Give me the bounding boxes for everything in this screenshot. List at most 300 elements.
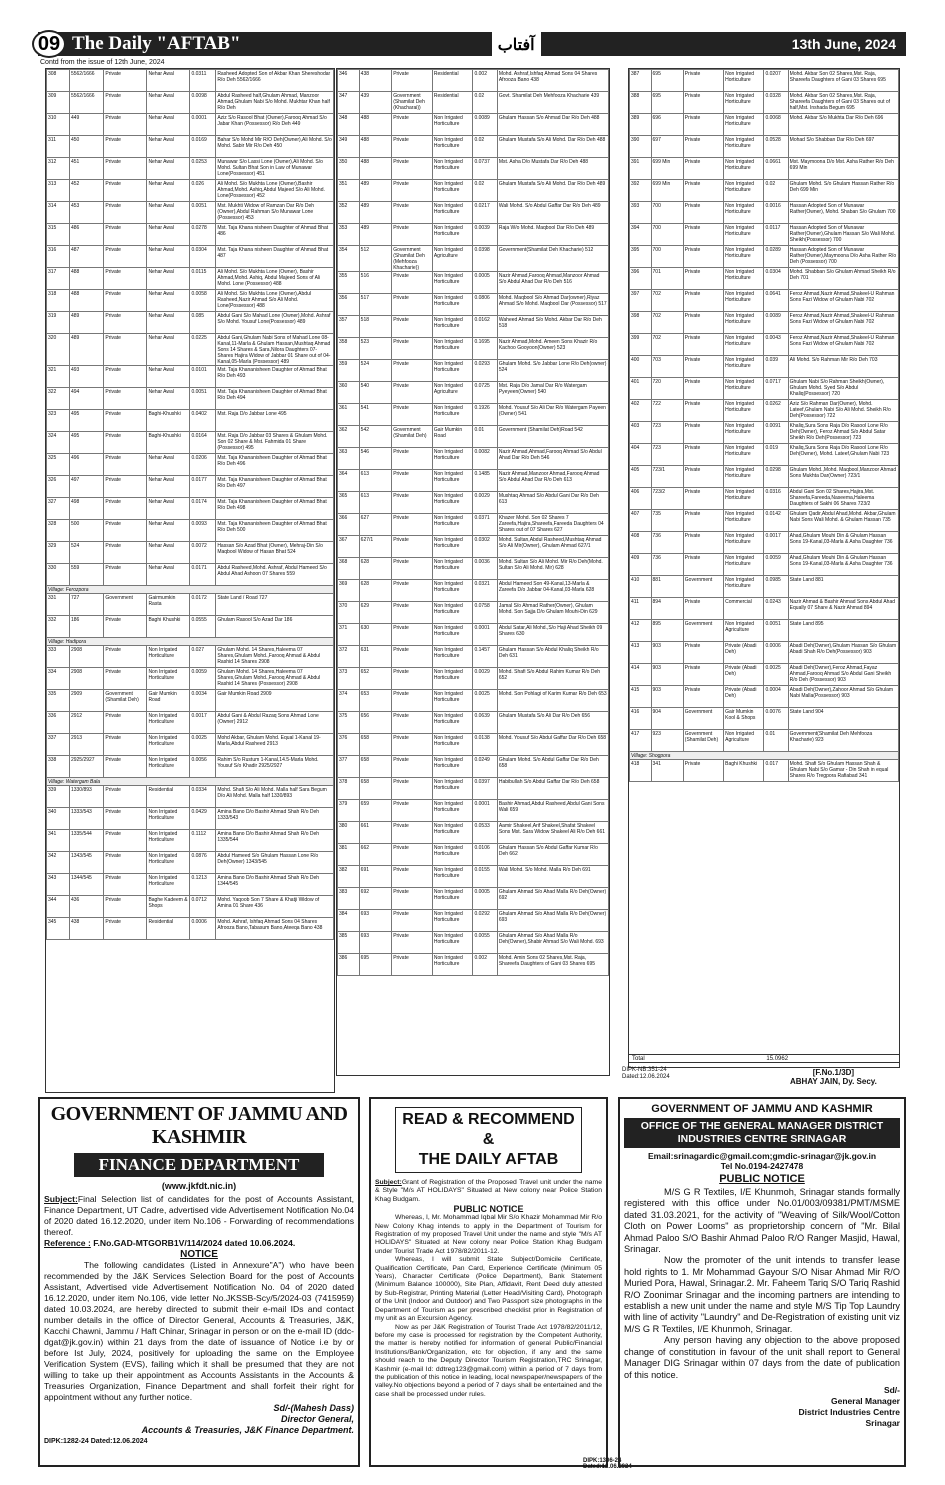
area: 0.1695 [473, 338, 497, 360]
khasra-no: 487 [69, 246, 103, 268]
notice-body: The following candidates (Listed in Annexure"A") who have been recommended by the J&K Services Selection Board for the post of Accounts Assistant, Advertised vide Advertisement Notification No. 04 of 2020 dated 16.12.2020, under item No.106, vide letter No.JKSSB-Scy/5/2024-03 (7415959) dated 10.03.2024, are hereby directed to submit their e-mail IDs and contact number details in the office of Director General, Accounts & Treasuries, J&K, Kacchi Chawni, Jammu / Haft Chinar, Srinagar in person or on the e-mail ID (ddc-dgat@jk.gov.in) within 21 days from the date of issuance of Notice i.e by or before Ist July, 2024, positively for uploading the same on the Employee Verification System (EVS), failing which it shall be presumed that they are not willing to take up their appointment as Accounts Assistants in the Accounts & Treasuries Organization, Finance Department and shall forfeit their right for appointment without any further notice. [44, 1260, 354, 1402]
khasra-no: 613 [359, 470, 392, 492]
table-row [47, 70, 334, 92]
ownership: Private [392, 734, 433, 756]
serial-no: 320 [47, 334, 70, 366]
table-row [47, 756, 334, 778]
serial-no: 369 [338, 580, 360, 602]
ownership: Private [104, 268, 147, 290]
ownership: Private [104, 246, 147, 268]
khasra-no: 2908 [69, 668, 103, 690]
area: 0.0101 [190, 366, 216, 388]
owner-details: Ghulam Ahmad S/o Ahad Malla R/o Deh(Owner) 692 [497, 888, 608, 910]
owner-details: Waheed Ahmad S/o Mohd. Akbar Dar R/o Deh 518 [497, 316, 608, 338]
total-row [628, 1054, 900, 1063]
land-class: Non Irrigated Horticulture [432, 536, 473, 558]
khasra-no: 452 [69, 180, 103, 202]
table-row [47, 476, 334, 498]
ownership: Private [104, 542, 147, 564]
table-row [630, 708, 899, 730]
table-row [338, 800, 609, 822]
serial-no: 341 [47, 830, 70, 852]
ownership: Private [392, 272, 433, 294]
area: 0.0206 [190, 454, 216, 476]
land-class: Non Irrigated Horticulture [724, 268, 764, 290]
area: 0.0293 [473, 360, 497, 382]
khasra-no: 2925/2927 [69, 756, 103, 778]
area: 0.0029 [473, 492, 497, 514]
serial-no: 396 [630, 268, 652, 290]
table-row [47, 290, 334, 312]
khasra-no: 630 [359, 624, 392, 646]
table-row [630, 422, 899, 444]
ownership: Private [392, 602, 433, 624]
land-class: Non Irrigated Horticulture [432, 294, 473, 316]
table-row [338, 382, 609, 404]
area: 0.0006 [190, 918, 216, 940]
ownership: Government (Shamilat Deh) [683, 730, 723, 752]
reference-text: F.No.GAD-MTGORB1V/114/2024 dated 10.06.2024. [93, 1238, 296, 1248]
land-class: Non Irrigated Horticulture [724, 532, 764, 554]
table-row [338, 136, 609, 158]
table-row [338, 646, 609, 668]
khasra-no: 658 [359, 756, 392, 778]
area: 0.0328 [764, 92, 788, 114]
area: 0.0172 [190, 594, 216, 616]
khasra-no: 489 [69, 334, 103, 366]
owner-details: Mohd. Sultan,Abdul Rasheed,Mushtaq Ahmad S/o Ali Mir(Owner), Ghulam Ahmad 627/1 [497, 536, 608, 558]
table-row [47, 92, 334, 114]
area: 0.0806 [473, 294, 497, 316]
area: 0.085 [190, 312, 216, 334]
table-row [338, 888, 609, 910]
owner-details: Nazir Ahmad,Manzoor Ahmad,Farooq Ahmad S/o Abdul Ahad Dar R/o Deh 613 [497, 470, 608, 492]
area: 0.0059 [764, 554, 788, 576]
owner-details: Abdul Hameed S/o Ghulam Hassan Lone R/o Deh(Owner) 1343/545 [216, 852, 334, 874]
land-class: Non Irrigated Horticulture [432, 712, 473, 734]
table-row [630, 334, 899, 356]
land-class: Private (Abadi Deh) [724, 664, 764, 686]
ownership: Private [104, 668, 147, 690]
serial-no: 387 [630, 70, 652, 92]
area: 0.0005 [473, 888, 497, 910]
ownership: Private [683, 554, 723, 576]
banner-line-1: READ & RECOMMEND [402, 1111, 575, 1128]
owner-details: Ghulam Mustafa S/o Ali Mohd. Dar R/o Deh 489 [497, 180, 608, 202]
owner-details: Ghulam Mohd. S/o Ghulam Hassan Rather R/o Deh 699 Min [788, 180, 898, 202]
area: 0.0304 [764, 268, 788, 290]
khasra-no: 546 [359, 448, 392, 470]
ownership: Government (Shamilat Deh (Mehfooza Khacharie)) [392, 246, 433, 272]
land-class: Non Irrigated Horticulture [724, 312, 764, 334]
land-class: Non Irrigated Agriculture [432, 382, 473, 404]
paper-logo: آفتاب [492, 31, 541, 57]
owner-details: Aziz S/o Rasool Bhat (Owner),Farooq Ahmad S/o Jabar Khan (Possessor) R/o Deh 449 [216, 114, 334, 136]
subject-paragraph [375, 1179, 602, 1204]
serial-no: 339 [47, 786, 70, 808]
ownership: Private [683, 532, 723, 554]
serial-no: 400 [630, 356, 652, 378]
area: 0.0025 [190, 734, 216, 756]
ownership: Private [683, 642, 723, 664]
owner-details: Ali Mohd. S/o Mukhta Lone (Owner), Bashir Ahmad,Mohd. Ashiq, Abdul Majeed Sons of Ali Mohd. Lone (Possessor) 488 [216, 268, 334, 290]
land-class: Non Irrigated Horticulture [432, 910, 473, 932]
area: 0.0162 [473, 316, 497, 338]
owner-details: Mohd. Akbar Son 02 Shares,Mst. Raja, Shareefa Daughters of Gani 03 Shares out of half,Mst. Inshada Begum 695 [788, 92, 898, 114]
khasra-no: 541 [359, 404, 392, 426]
khasra-no: 542 [359, 426, 392, 448]
read-recommend-banner [395, 1107, 582, 1173]
owner-details: Wali Mohd. S/o Abdul Gaffar Dar R/o Deh 489 [497, 202, 608, 224]
owner-details: Abdul Gani S/o Mahad Lone (Owner),Mohd. Ashraf S/o Mohd. Yousuf Lone(Possessor) 489 [216, 312, 334, 334]
table-row [338, 224, 609, 246]
table-row [338, 316, 609, 338]
khasra-no: 488 [359, 136, 392, 158]
district-industries-notice [618, 1097, 906, 1467]
khasra-no: 628 [359, 580, 392, 602]
khasra-no: 524 [69, 542, 103, 564]
table-row [338, 822, 609, 844]
table-row [47, 668, 334, 690]
land-class: Nehar Awal [147, 498, 190, 520]
area: 0.02 [473, 180, 497, 202]
owner-details: Abadi Deh(Owner),Zahoor Ahmad S/o Ghulam Nabi Malla(Possessor) 903 [788, 686, 898, 708]
land-class: Non Irrigated Horticulture [432, 932, 473, 954]
table-row [338, 536, 609, 558]
land-class: Nehar Awal [147, 334, 190, 366]
serial-no: 412 [630, 620, 652, 642]
table-row [630, 378, 899, 400]
table-row [338, 954, 609, 976]
serial-no: 414 [630, 664, 652, 686]
ownership: Private [392, 404, 433, 426]
serial-no: 393 [630, 202, 652, 224]
khasra-no: 497 [69, 476, 103, 498]
khasra-no: 1330/893 [69, 786, 103, 808]
area: 0.0106 [473, 844, 497, 866]
table-row [47, 520, 334, 542]
ownership: Private [683, 202, 723, 224]
owner-details: State Land / Road 727 [216, 594, 334, 616]
land-class: Gair Mumkin Road [432, 426, 473, 448]
gov-heading: GOVERNMENT OF JAMMU AND KASHMIR [50, 1103, 348, 1148]
table-row [630, 554, 899, 576]
owner-details: Feroz Ahmad,Nazir Ahmad,Shakeel-U Rahman Sons Fazi Widow of Ghulam Nabi 702 [788, 334, 898, 356]
land-class: Non Irrigated Horticulture [724, 180, 764, 202]
serial-no: 402 [630, 400, 652, 422]
area: 0.0001 [473, 800, 497, 822]
table-row [47, 896, 334, 918]
owner-details: Ghulam Mohd. 14 Shares,Haleema 07 Shares,Ghulam Mohd.,Farooq Ahmad & Abdul Rashid 14 Shares 2908 [216, 646, 334, 668]
khasra-no: 495 [69, 410, 103, 432]
table-row [338, 624, 609, 646]
area: 0.0253 [190, 158, 216, 180]
land-class: Non Irrigated Horticulture [724, 246, 764, 268]
designation-2: District Industries Centre [798, 1406, 900, 1417]
area: 0.0985 [764, 576, 788, 598]
serial-no: 318 [47, 290, 70, 312]
gov-heading: GOVERNMENT OF JAMMU AND KASHMIR [651, 1103, 873, 1115]
table-row [47, 690, 334, 712]
owner-details: Mohd. Shafi S/o Ali Mohd. Malla half Sara Begum D/o Ali Mohd. Malla half 1330/893 [216, 786, 334, 808]
khasra-no: 699 Min [651, 180, 683, 202]
land-class: Non Irrigated Horticulture [432, 158, 473, 180]
owner-details: Abdul Rasheed half,Ghulam Ahmad, Manzoor Ahmad,Ghulam Nabi S/o Mohd. Mukhtar Khan half R/o Deh [216, 92, 334, 114]
khasra-no: 488 [69, 290, 103, 312]
owner-details: Bahar S/o Mohd Mir R/O Deh(Owner),Ali Mohd. S/o Mohd. Sabir Mir R/o Deh 450 [216, 136, 334, 158]
area: 0.039 [764, 356, 788, 378]
land-class: Non Irrigated Horticulture [432, 272, 473, 294]
khasra-no: 695 [359, 954, 392, 976]
land-class: Non Irrigated Horticulture [724, 114, 764, 136]
owner-details: Ghulam Hassan S/o Ahmad Dar R/o Deh 488 [497, 114, 608, 136]
table-row [338, 778, 609, 800]
area: 0.0055 [473, 932, 497, 954]
area: 0.1213 [190, 874, 216, 896]
table-row [47, 616, 334, 638]
area: 0.0091 [764, 422, 788, 444]
owner-details: Mohd. Son Pohlagi of Karim Kumar R/o Deh 653 [497, 690, 608, 712]
table-row [47, 158, 334, 180]
khasra-no: 703 [651, 356, 683, 378]
land-class: Non Irrigated Horticulture [432, 756, 473, 778]
table-row [338, 426, 609, 448]
serial-no: 359 [338, 360, 360, 382]
owner-details: Mst. Taja Khananisheen Daughter of Ahmad Bhat R/o Deh 493 [216, 366, 334, 388]
area: 0.0034 [190, 690, 216, 712]
area: 0.0058 [190, 290, 216, 312]
serial-no: 314 [47, 202, 70, 224]
serial-no: 418 [630, 760, 652, 782]
designation-1: General Manager [831, 1395, 900, 1406]
owner-details: Abdul Rasheed,Mohd. Ashraf, Abdul Hameed S/o Abdul Ahad Ashoon 07 Shares 559 [216, 564, 334, 586]
table-row [630, 224, 899, 246]
table-row [630, 620, 899, 642]
owner-details: Ghulam Rasool S/o Azad Dar 186 [216, 616, 334, 638]
serial-no: 351 [338, 180, 360, 202]
land-table-column-2 [336, 68, 610, 1076]
table-row [338, 668, 609, 690]
serial-no: 397 [630, 290, 652, 312]
owner-details: Hassan Adopted Son of Munawar Rather(Owner),Ghulam Hassan S/o Wali Mohd. Sheikh(Possessor) 700 [788, 224, 898, 246]
ownership: Private [392, 492, 433, 514]
area: 0.002 [473, 70, 497, 92]
owner-details: Government (Shamilat Deh)Road 542 [497, 426, 608, 448]
owner-details: Feroz Ahmad,Nazir Ahmad,Shakeel-U Rahman Sons Fazi Widow of Ghulam Nabi 702 [788, 312, 898, 334]
table-row [630, 136, 899, 158]
khasra-no: 489 [359, 202, 392, 224]
table-row [338, 202, 609, 224]
serial-no: 388 [630, 92, 652, 114]
owner-details: Mst. Taja Khana nisheen Daughter of Ahmad Bhat 486 [216, 224, 334, 246]
area: 0.0207 [764, 70, 788, 92]
table-row [47, 542, 334, 564]
banner-line-2: & [482, 1131, 495, 1148]
table-row [630, 686, 899, 708]
owner-details: Mohd. Ashraf,Ishfaq Ahmad Sons 04 Shares Afrooza Bano 438 [497, 70, 608, 92]
notice-body-1: M/S G R Textiles, I/E Khunmoh, Srinagar stands formally registered with this office under No.01/003/09381/PMT/MSME dated 31.03.2021, for the activity of "Weaving of Silk/Wool/Cotton Cloth on Power Looms" as proprietorship concern of "Mr. Bilal Ahmad Paloo S/O Bashir Ahmad Paloo R/O Ranger Masjid, Hawal, Srinagar. [624, 1187, 900, 1255]
ownership: Private [683, 334, 723, 356]
land-class: Non Irrigated Horticulture [432, 602, 473, 624]
khasra-no: 631 [359, 646, 392, 668]
table-row [630, 356, 899, 378]
owner-details: Mst. Raja D/o Jabbar Lone 495 [216, 410, 334, 432]
serial-no: 317 [47, 268, 70, 290]
khasra-no: 661 [359, 822, 392, 844]
land-class: Non Irrigated Agriculture [724, 620, 764, 642]
khasra-no: 923 [651, 730, 683, 752]
land-class: Non Irrigated Horticulture [724, 136, 764, 158]
serial-no: 349 [338, 136, 360, 158]
ownership: Private [392, 800, 433, 822]
continued-note: Contd from the issue of 12th June, 2024 [40, 59, 165, 66]
serial-no: 333 [47, 646, 70, 668]
owner-details: Abdul Hameed Son 49-Kanal,13-Marla & Zareefa D/o Jabbar 04-Kanal,03-Marla 628 [497, 580, 608, 602]
owner-details: Aziz S/o Rahman Dar(Owner), Mohd. Lateef,Ghulam Nabi S/o Ali Mohd. Sheikh R/o Deh(Possessor) 722 [788, 400, 898, 422]
land-class: Non Irrigated Horticulture [724, 510, 764, 532]
land-class: Non Irrigated Horticulture [724, 202, 764, 224]
khasra-no: 627 [359, 514, 392, 536]
dipk-mid: DIPK-NB:351-24 Dated:12.06.2024 [622, 1067, 670, 1080]
area: 0.01 [473, 426, 497, 448]
table-row [338, 404, 609, 426]
land-class: Nehar Awal [147, 202, 190, 224]
owner-details: State Land 904 [788, 708, 898, 730]
serial-no: 395 [630, 246, 652, 268]
area: 0.0017 [190, 712, 216, 734]
table-row [630, 664, 899, 686]
serial-no: 353 [338, 224, 360, 246]
ownership: Private [392, 180, 433, 202]
khasra-no: 662 [359, 844, 392, 866]
ownership: Private [104, 410, 147, 432]
serial-no: 391 [630, 158, 652, 180]
table-row [630, 202, 899, 224]
notice-body-3: Now as per J&K Registration of Tourist Trade Act 1978/82/2011/12, before my case is processed for registration by the Competent Authority, the matter is hereby notified for information of general Public/Financial Institutions/Bank/Organization, etc for objection, if any and the same should reach to the Deputy Director Tourism Registration,TRC Srinagar, Kashmir (e-mail Id: ddtreg123@gmail.com) within a period of 7 days from the publication of this notice in leading, local newspaper/newspapers of the valley.No objections beyond a period of 7 days shall be entertained and the case shall be processed under rules. [375, 1323, 602, 1398]
serial-no: 315 [47, 224, 70, 246]
subject-text: Final Selection list of candidates for the post of Accounts Assistant, Finance Department, UT Cadre, advertised vide Advertisement Notification No.04 of 2020 dated 16.12.2020, under item No.106 - Forwarding of recommendations thereof. [44, 1194, 354, 1237]
serial-no: 401 [630, 378, 652, 400]
total-label: Total [632, 1056, 645, 1062]
ownership: Private [683, 378, 723, 400]
serial-no: 411 [630, 598, 652, 620]
khasra-no: 2908 [69, 646, 103, 668]
land-class: Gair Mumkin Kool & Shops [724, 708, 764, 730]
land-class: Non Irrigated Horticulture [432, 558, 473, 580]
ownership: Private [683, 356, 723, 378]
area: 0.0302 [473, 536, 497, 558]
area: 0.0138 [473, 734, 497, 756]
ownership: Private [683, 686, 723, 708]
land-class: Non Irrigated Horticulture [724, 92, 764, 114]
land-class: Non Irrigated Horticulture [724, 488, 764, 510]
land-class: Non Irrigated Horticulture [724, 224, 764, 246]
owner-details: Mst. Taja Khananisheen Daughter of Ahmad Bhat R/o Deh 498 [216, 498, 334, 520]
owner-details: Mohd. Maqbool S/o Ahmad Dar(owner),Riyaz Ahmad S/o Mohd. Maqbool Dar (Possessor) 517 [497, 294, 608, 316]
land-class: Nehar Awal [147, 180, 190, 202]
serial-no: 399 [630, 334, 652, 356]
area: 0.002 [473, 954, 497, 976]
serial-no: 367 [338, 536, 360, 558]
area: 0.0115 [190, 268, 216, 290]
khasra-no: 494 [69, 388, 103, 410]
owner-details: Mst. Asha D/o Mustafa Dar R/o Deh 488 [497, 158, 608, 180]
serial-no: 361 [338, 404, 360, 426]
land-class: Baghi-Khushki [147, 432, 190, 454]
khasra-no: 495 [69, 432, 103, 454]
area: 0.017 [764, 760, 788, 782]
owner-details: Ali Mohd. S/o Mukhta Lone (Owner),Abdul Rasheed,Nazir Ahmad S/o Ali Mohd. Lone(Possessor) 488 [216, 290, 334, 312]
serial-no: 310 [47, 114, 70, 136]
land-class: Non Irrigated Horticulture [432, 822, 473, 844]
khasra-no: 723 [651, 444, 683, 466]
land-class: Gairmumkin Rasta [147, 594, 190, 616]
table-row [630, 488, 899, 510]
land-class: Nehar Awal [147, 542, 190, 564]
ownership: Private [104, 202, 147, 224]
area: 0.0093 [190, 520, 216, 542]
table-row [47, 646, 334, 668]
owner-details: Nazir Ahmad,Farooq Ahmad,Manzoor Ahmad S/o Abdul Ahad Dar R/o Deh 516 [497, 272, 608, 294]
owner-details: Khaliq,Sura Sons Raja D/o Rasool Lone R/o Deh(Owner), Feroz Ahmad S/o Abdul Satar Sheikh R/o Deh(Possessor) 723 [788, 422, 898, 444]
area: 0.0001 [473, 624, 497, 646]
serial-no: 373 [338, 668, 360, 690]
land-class: Non Irrigated Horticulture [432, 888, 473, 910]
table-row [338, 866, 609, 888]
area: 0.0068 [764, 114, 788, 136]
ownership: Private [392, 910, 433, 932]
khasra-no: 894 [651, 598, 683, 620]
owner-details: Rahim S/o Rustum 1-Kanal,14.5-Marla Mohd. Yousuf S/o Khadir 2925/2927 [216, 756, 334, 778]
serial-no: 363 [338, 448, 360, 470]
owner-details: Abadi Deh(Owner),Ghulam Hassan S/o Ghulam Abadi Shah R/o Deh(Possessor) 903 [788, 642, 898, 664]
owner-details: Khazer Mohd. Son 02 Shares 7 Zareefa,Hajira,Shareefa,Fareeda Daughters 04 Shares out of 07 Shares 627 [497, 514, 608, 536]
ownership: Private [683, 422, 723, 444]
land-class: Non Irrigated Horticulture [147, 734, 190, 756]
serial-no: 385 [338, 932, 360, 954]
khasra-no: 517 [359, 294, 392, 316]
khasra-no: 658 [359, 734, 392, 756]
serial-no: 392 [630, 180, 652, 202]
land-class: Non Irrigated Horticulture [432, 514, 473, 536]
area: 0.0051 [190, 202, 216, 224]
email-line: Email:srinagardic@gmail.com;gmdic-srinagar@jk.gov.in [647, 1151, 877, 1161]
table-row [338, 294, 609, 316]
land-class: Non Irrigated Horticulture [147, 830, 190, 852]
area: 0.027 [190, 646, 216, 668]
area: 0.0371 [473, 514, 497, 536]
page-number: 09 [32, 30, 66, 58]
ownership: Private [104, 432, 147, 454]
khasra-no: 692 [359, 888, 392, 910]
owner-details: Ghulam Mohd. S/o Abdul Gaffar Dar R/o Deh 658 [497, 756, 608, 778]
owner-details: Mohd. Akbar S/o Mukhta Dar R/o Deh 696 [788, 114, 898, 136]
land-class: Non Irrigated Horticulture [724, 444, 764, 466]
table-row [47, 734, 334, 756]
serial-no: 344 [47, 896, 70, 918]
serial-no: 340 [47, 808, 70, 830]
table-row [338, 712, 609, 734]
owner-details: Abadi Deh(Owner),Feroz Ahmad,Fayaz Ahmad,Farooq Ahmad S/o Abdul Gani Sheikh R/o Deh (Possessor) 903 [788, 664, 898, 686]
owner-details: Mst. Maymoona D/o Mst. Asha Rather R/o Deh 699 Min [788, 158, 898, 180]
owner-details: Mohd. Amin Sons 02 Shares,Mst. Raja, Shareefa Daughters of Gani 03 Shares 695 [497, 954, 608, 976]
village-name: Village: Watergam Bala [47, 778, 334, 786]
serial-no: 386 [338, 954, 360, 976]
table-row [338, 360, 609, 382]
table-row [630, 532, 899, 554]
khasra-no: 723/1 [651, 466, 683, 488]
land-class: Non Irrigated Horticulture [432, 202, 473, 224]
